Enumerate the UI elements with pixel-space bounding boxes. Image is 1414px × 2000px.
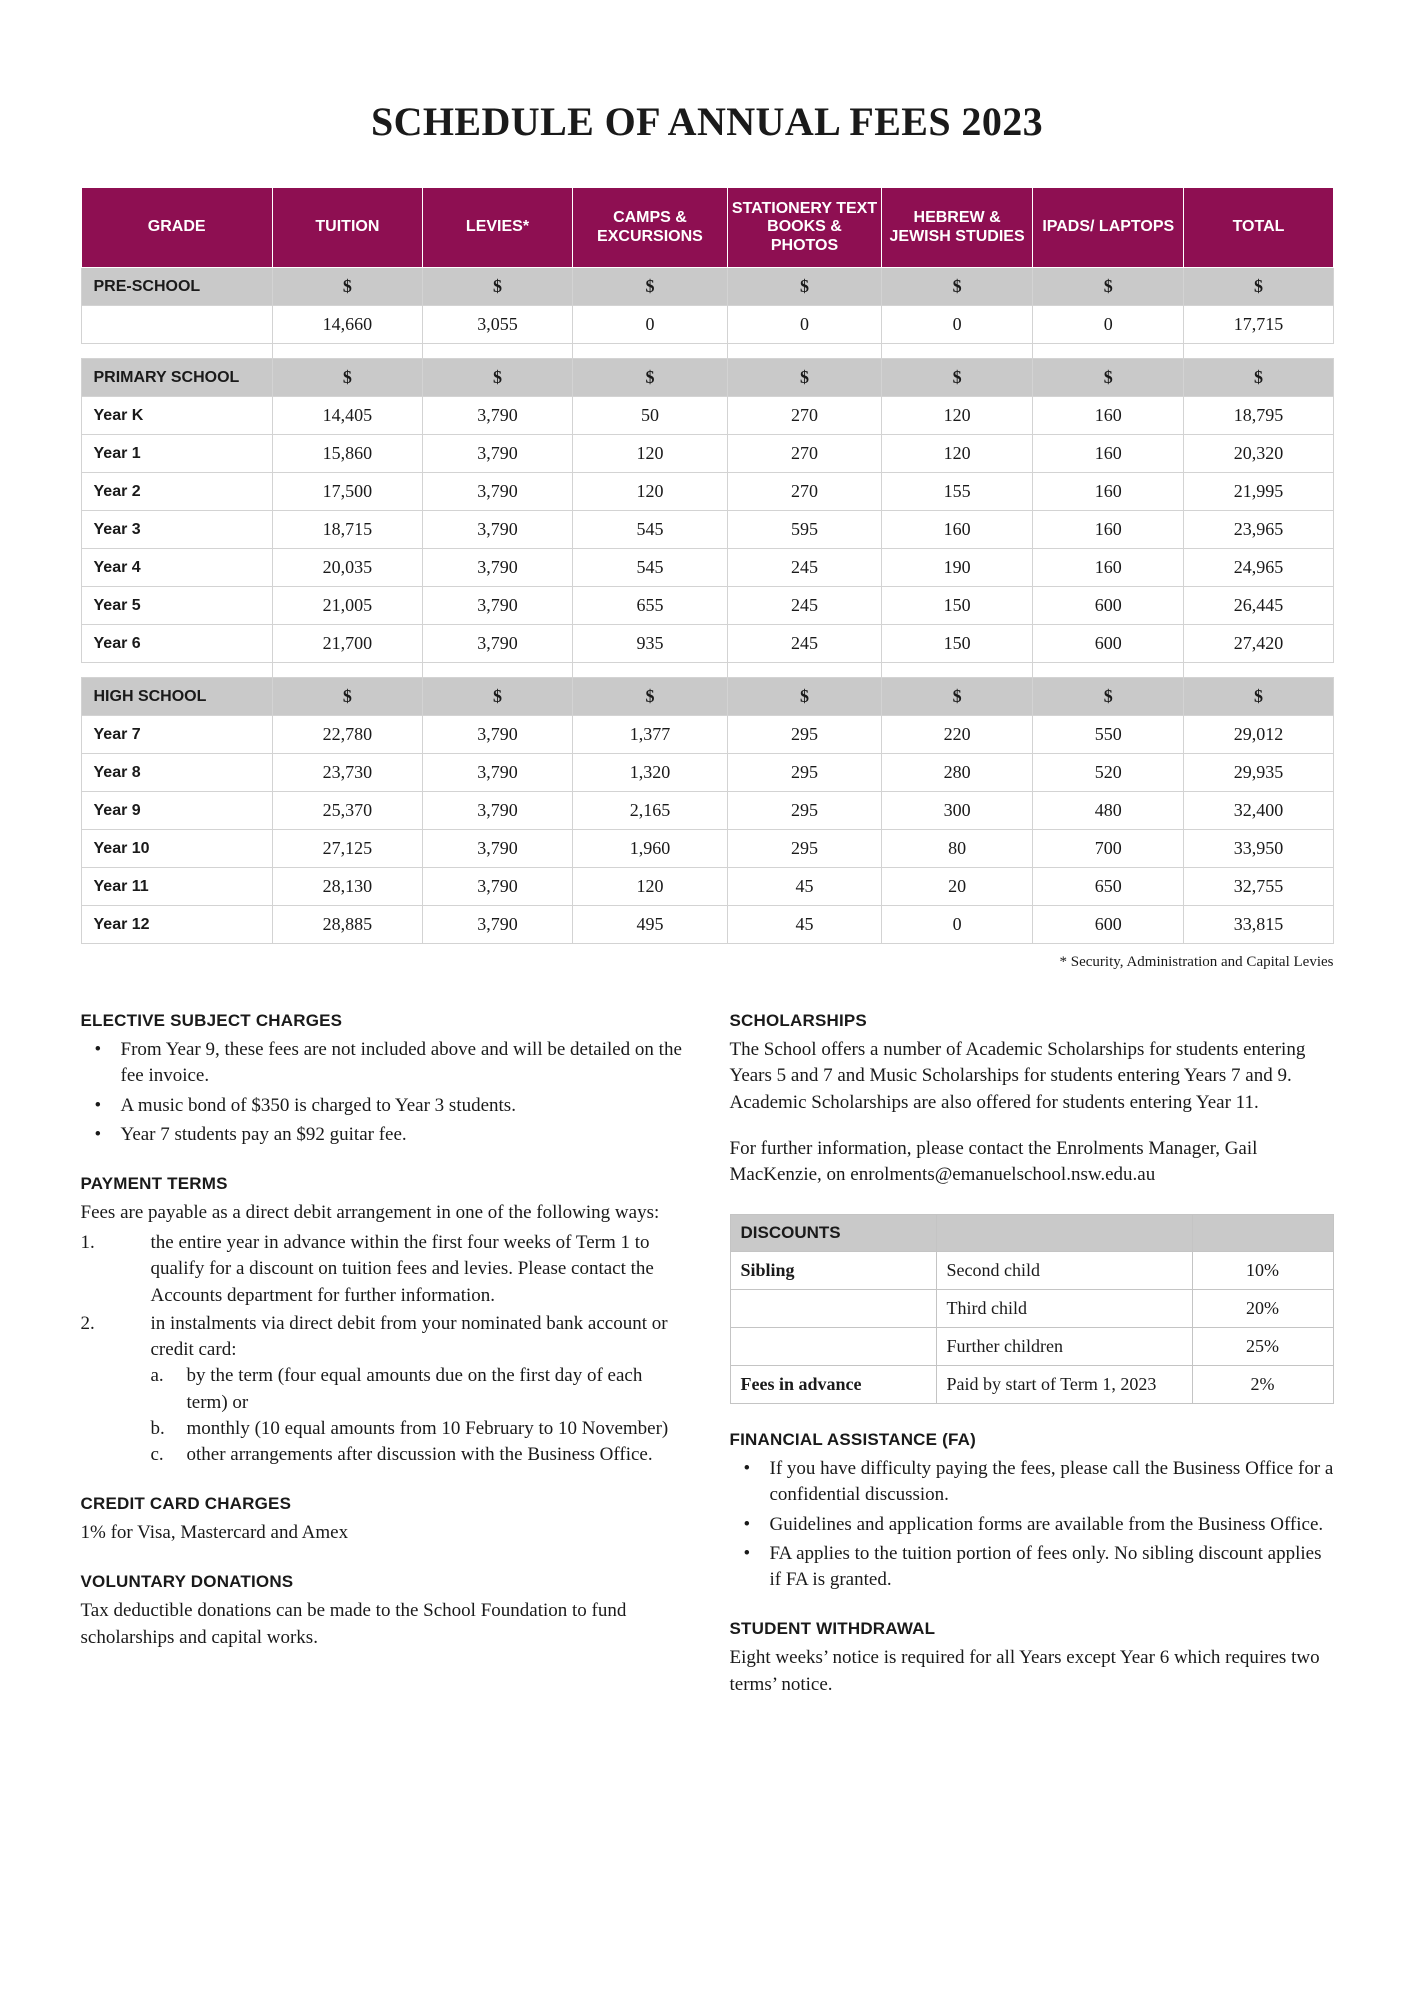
cell-hebrew: 160 — [882, 511, 1033, 549]
column-header-levies: LEVIES* — [422, 188, 572, 268]
spacer-cell — [573, 344, 728, 359]
discount-percent: 10% — [1192, 1252, 1333, 1290]
currency-marker: $ — [272, 359, 422, 397]
spacer-cell — [882, 344, 1033, 359]
cell-stationery: 295 — [727, 792, 881, 830]
cell-camps: 1,320 — [573, 754, 728, 792]
list-item: • From Year 9, these fees are not included above and will be detailed on the fee invoice. — [81, 1037, 684, 1089]
cell-hebrew: 0 — [882, 906, 1033, 944]
cell-total: 24,965 — [1184, 549, 1333, 587]
section-header-row — [81, 268, 1333, 306]
cell-hebrew: 155 — [882, 473, 1033, 511]
list-item — [81, 1230, 684, 1309]
cell-camps: 120 — [573, 435, 728, 473]
currency-marker: $ — [1184, 678, 1333, 716]
row-label: Year 12 — [81, 906, 272, 944]
cell-hebrew: 300 — [882, 792, 1033, 830]
cell-camps: 935 — [573, 625, 728, 663]
discounts-heading: DISCOUNTS — [730, 1215, 936, 1252]
cell-stationery: 245 — [727, 625, 881, 663]
cell-total: 21,995 — [1184, 473, 1333, 511]
cell-total: 33,815 — [1184, 906, 1333, 944]
column-header-hebrew-jewish-studies: HEBREW & JEWISH STUDIES — [882, 188, 1033, 268]
cell-camps: 545 — [573, 549, 728, 587]
currency-marker: $ — [1033, 678, 1184, 716]
cell-hebrew: 280 — [882, 754, 1033, 792]
cell-total: 26,445 — [1184, 587, 1333, 625]
cell-ipads: 160 — [1033, 473, 1184, 511]
currency-marker: $ — [727, 678, 881, 716]
list-letter: b. — [150, 1417, 165, 1439]
currency-marker: $ — [573, 268, 728, 306]
table-row — [730, 1252, 1333, 1290]
spacer-cell — [882, 663, 1033, 678]
scholarships-contact: For further information, please contact the Enrolments Manager, Gail MacKenzie, on enrolments@emanuelschool.nsw.edu.au — [729, 1137, 1258, 1186]
discount-label: Fees in advance — [730, 1366, 936, 1404]
cell-total: 32,400 — [1184, 792, 1333, 830]
cell-total: 17,715 — [1184, 306, 1333, 344]
spacer-cell — [1184, 663, 1333, 678]
cell-levies: 3,790 — [422, 792, 572, 830]
row-label: Year 9 — [81, 792, 272, 830]
currency-marker: $ — [573, 678, 728, 716]
list-letter: a. — [150, 1365, 164, 1387]
cell-camps: 1,960 — [573, 830, 728, 868]
currency-marker: $ — [422, 359, 572, 397]
list-item-text: other arrangements after discussion with the Business Office. — [186, 1444, 653, 1466]
cell-levies: 3,790 — [422, 473, 572, 511]
spacer-cell — [81, 344, 272, 359]
currency-marker: $ — [727, 268, 881, 306]
cell-ipads: 600 — [1033, 587, 1184, 625]
column-header-camps-excursions: CAMPS & EXCURSIONS — [573, 188, 728, 268]
cell-total: 29,935 — [1184, 754, 1333, 792]
elective-bullet-list — [81, 1037, 684, 1148]
list-item-text: in instalments via direct debit from your nominated bank account or credit card: — [150, 1312, 668, 1361]
table-row — [81, 511, 1333, 549]
discounts-header-blank-2 — [1192, 1215, 1333, 1252]
list-item — [81, 1311, 684, 1468]
table-row — [81, 435, 1333, 473]
cell-stationery: 595 — [727, 511, 881, 549]
discount-description: Third child — [936, 1290, 1192, 1328]
cell-hebrew: 120 — [882, 397, 1033, 435]
row-label: Year 2 — [81, 473, 272, 511]
cell-ipads: 160 — [1033, 511, 1184, 549]
list-item: • Guidelines and application forms are available from the Business Office. — [730, 1512, 1334, 1538]
column-header-total: TOTAL — [1184, 188, 1333, 268]
currency-marker: $ — [882, 268, 1033, 306]
table-row — [81, 306, 1333, 344]
financial-assistance-list — [730, 1456, 1334, 1593]
spacer-cell — [727, 663, 881, 678]
section-label: PRIMARY SCHOOL — [81, 359, 272, 397]
currency-marker: $ — [1033, 268, 1184, 306]
cell-tuition: 28,130 — [272, 868, 422, 906]
discounts-table — [730, 1214, 1334, 1404]
cell-tuition: 27,125 — [272, 830, 422, 868]
list-item-text: the entire year in advance within the first four weeks of Term 1 to qualify for a discount on tuition fees and levies. Please contact the Accounts department for further information. — [150, 1232, 654, 1306]
currency-marker: $ — [1184, 359, 1333, 397]
cell-levies: 3,790 — [422, 435, 572, 473]
voluntary-donations-block — [81, 1572, 684, 1650]
cell-ipads: 650 — [1033, 868, 1184, 906]
cell-ipads: 600 — [1033, 906, 1184, 944]
cell-tuition: 23,730 — [272, 754, 422, 792]
row-label: Year 3 — [81, 511, 272, 549]
table-row — [81, 830, 1333, 868]
spacer-cell — [1184, 344, 1333, 359]
cell-hebrew: 120 — [882, 435, 1033, 473]
list-item-text: monthly (10 equal amounts from 10 February to 10 November) — [186, 1417, 669, 1439]
cell-stationery: 245 — [727, 587, 881, 625]
currency-marker: $ — [727, 359, 881, 397]
section-label: PRE-SCHOOL — [81, 268, 272, 306]
header-row — [81, 188, 1333, 268]
cell-stationery: 0 — [727, 306, 881, 344]
cell-camps: 0 — [573, 306, 728, 344]
cell-levies: 3,790 — [422, 906, 572, 944]
payment-terms-heading: PAYMENT TERMS — [80, 1174, 228, 1194]
list-item: • A music bond of $350 is charged to Year 3 students. — [81, 1093, 684, 1119]
cell-total: 29,012 — [1184, 716, 1333, 754]
row-label: Year 4 — [81, 549, 272, 587]
spacer-cell — [422, 663, 572, 678]
cell-total: 33,950 — [1184, 830, 1333, 868]
fees-table-body — [81, 268, 1333, 944]
spacer-cell — [1033, 663, 1184, 678]
table-row — [81, 397, 1333, 435]
student-withdrawal-text: Eight weeks’ notice is required for all Years except Year 6 which requires two terms’ notice. — [729, 1647, 1320, 1695]
fees-table-header — [81, 188, 1333, 268]
elective-subject-charges-block — [81, 1011, 684, 1148]
list-item: • Year 7 students pay an $92 guitar fee. — [81, 1122, 684, 1148]
cell-hebrew: 80 — [882, 830, 1033, 868]
cell-levies: 3,790 — [422, 868, 572, 906]
row-label: Year 5 — [81, 587, 272, 625]
cell-levies: 3,790 — [422, 716, 572, 754]
cell-tuition: 22,780 — [272, 716, 422, 754]
currency-marker: $ — [422, 268, 572, 306]
cell-camps: 495 — [573, 906, 728, 944]
payment-sub-list — [151, 1363, 684, 1468]
cell-tuition: 15,860 — [272, 435, 422, 473]
list-letter: c. — [150, 1444, 164, 1466]
row-label: Year K — [81, 397, 272, 435]
cell-hebrew: 220 — [882, 716, 1033, 754]
spacer-cell — [727, 344, 881, 359]
cell-total: 20,320 — [1184, 435, 1333, 473]
list-item — [151, 1442, 684, 1468]
cell-total: 27,420 — [1184, 625, 1333, 663]
table-row — [81, 549, 1333, 587]
list-item — [151, 1416, 684, 1442]
row-label: Year 7 — [81, 716, 272, 754]
cell-total: 18,795 — [1184, 397, 1333, 435]
levies-footnote: * Security, Administration and Capital Levies — [1059, 954, 1334, 971]
column-header-ipads-laptops: IPADS/ LAPTOPS — [1033, 188, 1184, 268]
cell-stationery: 295 — [727, 716, 881, 754]
table-row — [81, 625, 1333, 663]
cell-ipads: 600 — [1033, 625, 1184, 663]
cell-camps: 1,377 — [573, 716, 728, 754]
cell-tuition: 20,035 — [272, 549, 422, 587]
right-column — [730, 1011, 1334, 1724]
cell-tuition: 14,405 — [272, 397, 422, 435]
currency-marker: $ — [272, 678, 422, 716]
cell-camps: 2,165 — [573, 792, 728, 830]
scholarships-text: The School offers a number of Academic Scholarships for students entering Years 5 and 7 and Music Scholarships for students entering Years 7 and 9. Academic Scholarships are also offered for students entering Year 11. — [729, 1039, 1306, 1113]
table-row — [81, 906, 1333, 944]
cell-camps: 50 — [573, 397, 728, 435]
row-label: Year 8 — [81, 754, 272, 792]
spacer-cell — [422, 344, 572, 359]
student-withdrawal-block — [730, 1619, 1334, 1697]
scholarships-block — [730, 1011, 1334, 1188]
table-row — [81, 473, 1333, 511]
cell-ipads: 480 — [1033, 792, 1184, 830]
list-item: • If you have difficulty paying the fees, please call the Business Office for a confidential discussion. — [730, 1456, 1334, 1508]
cell-hebrew: 20 — [882, 868, 1033, 906]
table-row — [81, 754, 1333, 792]
cell-stationery: 270 — [727, 473, 881, 511]
cell-stationery: 270 — [727, 435, 881, 473]
left-column — [81, 1011, 684, 1724]
currency-marker: $ — [272, 268, 422, 306]
cell-ipads: 550 — [1033, 716, 1184, 754]
cell-levies: 3,790 — [422, 625, 572, 663]
voluntary-donations-text: Tax deductible donations can be made to the School Foundation to fund scholarships and capital works. — [80, 1600, 627, 1648]
financial-assistance-heading: FINANCIAL ASSISTANCE (FA) — [729, 1430, 976, 1450]
discount-description: Paid by start of Term 1, 2023 — [936, 1366, 1192, 1404]
discount-percent: 25% — [1192, 1328, 1333, 1366]
cell-levies: 3,790 — [422, 830, 572, 868]
scholarships-heading: SCHOLARSHIPS — [729, 1011, 867, 1031]
currency-marker: $ — [882, 678, 1033, 716]
student-withdrawal-heading: STUDENT WITHDRAWAL — [729, 1619, 936, 1639]
discount-description: Further children — [936, 1328, 1192, 1366]
discounts-header-row — [730, 1215, 1333, 1252]
currency-marker: $ — [573, 359, 728, 397]
spacer-cell — [272, 663, 422, 678]
table-row — [81, 716, 1333, 754]
cell-stationery: 295 — [727, 754, 881, 792]
cell-levies: 3,790 — [422, 587, 572, 625]
discount-label — [730, 1328, 936, 1366]
cell-levies: 3,790 — [422, 754, 572, 792]
cell-total: 23,965 — [1184, 511, 1333, 549]
cell-stationery: 45 — [727, 868, 881, 906]
discounts-header-blank — [936, 1215, 1192, 1252]
section-label: HIGH SCHOOL — [81, 678, 272, 716]
cell-tuition: 25,370 — [272, 792, 422, 830]
section-header-row — [81, 678, 1333, 716]
discount-description: Second child — [936, 1252, 1192, 1290]
payment-terms-block — [81, 1174, 684, 1468]
cell-ipads: 700 — [1033, 830, 1184, 868]
cell-camps: 120 — [573, 868, 728, 906]
currency-marker: $ — [882, 359, 1033, 397]
row-label: Year 10 — [81, 830, 272, 868]
cell-ipads: 160 — [1033, 549, 1184, 587]
credit-card-charges-block — [81, 1494, 684, 1546]
cell-stationery: 45 — [727, 906, 881, 944]
column-header-stationery: STATIONERY TEXT BOOKS & PHOTOS — [727, 188, 881, 268]
fees-table — [81, 187, 1334, 944]
table-row — [81, 868, 1333, 906]
table-row — [81, 587, 1333, 625]
row-label: Year 1 — [81, 435, 272, 473]
cell-tuition: 14,660 — [272, 306, 422, 344]
section-header-row — [81, 359, 1333, 397]
cell-hebrew: 190 — [882, 549, 1033, 587]
financial-assistance-block — [730, 1430, 1334, 1593]
cell-ipads: 160 — [1033, 435, 1184, 473]
payment-terms-intro: Fees are payable as a direct debit arrangement in one of the following ways: — [80, 1202, 660, 1224]
page-title: SCHEDULE OF ANNUAL FEES 2023 — [370, 99, 1044, 144]
cell-levies: 3,790 — [422, 549, 572, 587]
table-spacer — [81, 344, 1333, 359]
discount-label — [730, 1290, 936, 1328]
list-item-text: by the term (four equal amounts due on the first day of each term) or — [186, 1365, 643, 1413]
column-header-grade: GRADE — [81, 188, 272, 268]
table-row — [730, 1290, 1333, 1328]
cell-tuition: 21,005 — [272, 587, 422, 625]
voluntary-donations-heading: VOLUNTARY DONATIONS — [80, 1572, 294, 1592]
table-spacer — [81, 663, 1333, 678]
cell-camps: 545 — [573, 511, 728, 549]
spacer-cell — [573, 663, 728, 678]
cell-hebrew: 150 — [882, 587, 1033, 625]
cell-camps: 120 — [573, 473, 728, 511]
spacer-cell — [1033, 344, 1184, 359]
credit-card-text: 1% for Visa, Mastercard and Amex — [80, 1522, 349, 1544]
cell-levies: 3,055 — [422, 306, 572, 344]
spacer-cell — [272, 344, 422, 359]
cell-tuition: 21,700 — [272, 625, 422, 663]
list-item: • FA applies to the tuition portion of fees only. No sibling discount applies if FA is granted. — [730, 1541, 1334, 1593]
cell-ipads: 0 — [1033, 306, 1184, 344]
cell-stationery: 295 — [727, 830, 881, 868]
discount-percent: 20% — [1192, 1290, 1333, 1328]
payment-terms-list — [81, 1230, 684, 1468]
list-item — [151, 1363, 684, 1415]
discount-label: Sibling — [730, 1252, 936, 1290]
cell-tuition: 28,885 — [272, 906, 422, 944]
cell-hebrew: 150 — [882, 625, 1033, 663]
table-row — [81, 792, 1333, 830]
cell-levies: 3,790 — [422, 511, 572, 549]
cell-hebrew: 0 — [882, 306, 1033, 344]
cell-stationery: 245 — [727, 549, 881, 587]
credit-card-heading: CREDIT CARD CHARGES — [80, 1494, 292, 1514]
cell-ipads: 160 — [1033, 397, 1184, 435]
cell-tuition: 18,715 — [272, 511, 422, 549]
spacer-cell — [81, 663, 272, 678]
column-header-tuition: TUITION — [272, 188, 422, 268]
row-label: Year 6 — [81, 625, 272, 663]
currency-marker: $ — [1033, 359, 1184, 397]
table-row — [730, 1328, 1333, 1366]
cell-total: 32,755 — [1184, 868, 1333, 906]
list-number: 2. — [80, 1312, 95, 1334]
table-row — [730, 1366, 1333, 1404]
cell-camps: 655 — [573, 587, 728, 625]
list-number: 1. — [80, 1232, 95, 1254]
content-columns — [81, 1011, 1334, 1724]
cell-ipads: 520 — [1033, 754, 1184, 792]
currency-marker: $ — [422, 678, 572, 716]
discount-percent: 2% — [1192, 1366, 1333, 1404]
row-label: Year 11 — [81, 868, 272, 906]
cell-tuition: 17,500 — [272, 473, 422, 511]
currency-marker: $ — [1184, 268, 1333, 306]
elective-heading: ELECTIVE SUBJECT CHARGES — [80, 1011, 343, 1031]
cell-levies: 3,790 — [422, 397, 572, 435]
row-label — [81, 306, 272, 344]
cell-stationery: 270 — [727, 397, 881, 435]
